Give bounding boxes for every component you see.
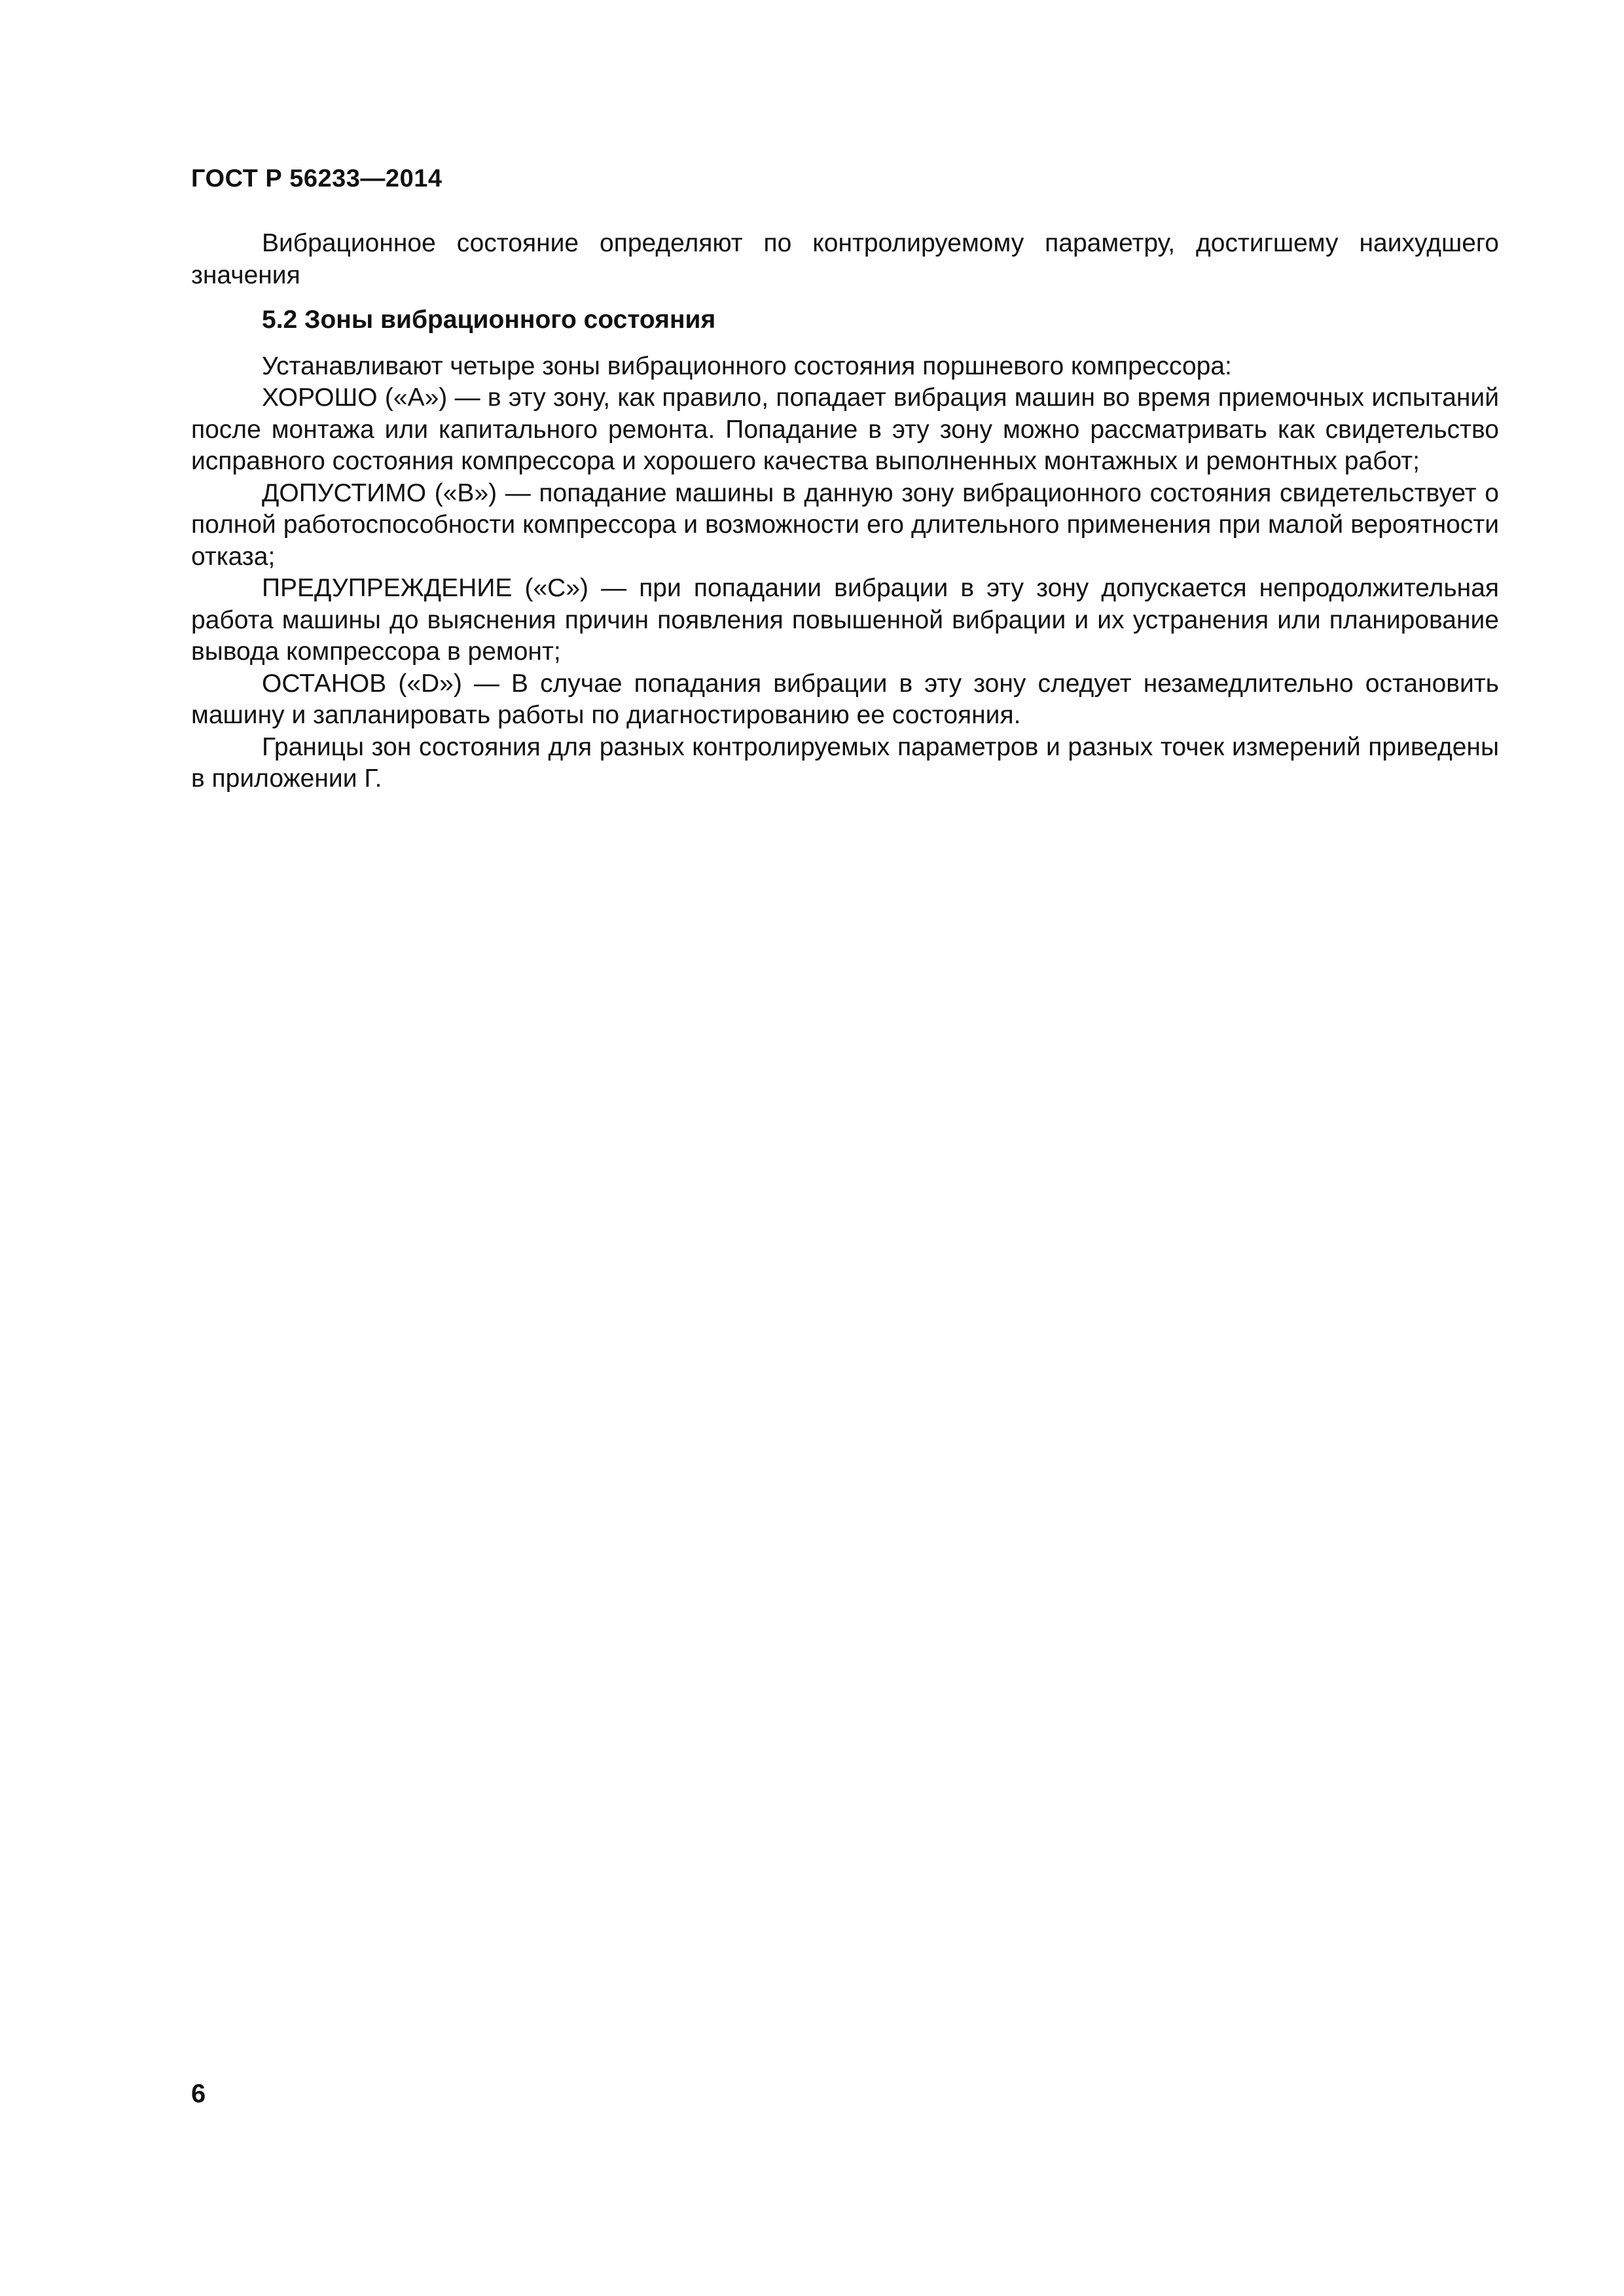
paragraph-zone-c: ПРЕДУПРЕЖДЕНИЕ («С») — при попадании вибрации в эту зону допускается непродолжительная работа машины до выяснения причин появления повышенной вибрации и их устранения или планирование вывода компрессора в ремонт; — [191, 574, 1499, 666]
section-title: 5.2 Зоны вибрационного состояния — [262, 306, 716, 334]
document-body — [191, 228, 1499, 795]
paragraph-zone-d: ОСТАНОВ («D») — В случае попадания вибрации в эту зону следует незамедлительно остановить машину и запланировать работы по диагностированию ее состояния. — [191, 669, 1499, 729]
document-header: ГОСТ Р 56233—2014 — [191, 165, 442, 192]
page-number: 6 — [191, 2079, 206, 2108]
paragraph-zone-a: ХОРОШО («А») — в эту зону, как правило, попадает вибрация машин во время приемочных испытаний после монтажа или капитального ремонта. Попадание в эту зону можно рассматривать как свидетельство исправного состояния компрессора и хорошего качества выполненных монтажных и ремонтных работ; — [191, 384, 1499, 475]
paragraph-intro: Вибрационное состояние определяют по контролируемому параметру, достигшему наихудшего значения — [191, 229, 1499, 289]
paragraph-boundaries: Границы зон состояния для разных контролируемых параметров и разных точек измерений приведены в приложении Г. — [191, 732, 1499, 793]
paragraph-zones-intro: Устанавливают четыре зоны вибрационного состояния поршневого компрессора: — [262, 351, 1232, 380]
paragraph-zone-b: ДОПУСТИМО («В») — попадание машины в данную зону вибрационного состояния свидетельствует о полной работоспособности компрессора и возможности его длительного применения при малой вероятности отказа; — [191, 478, 1499, 571]
